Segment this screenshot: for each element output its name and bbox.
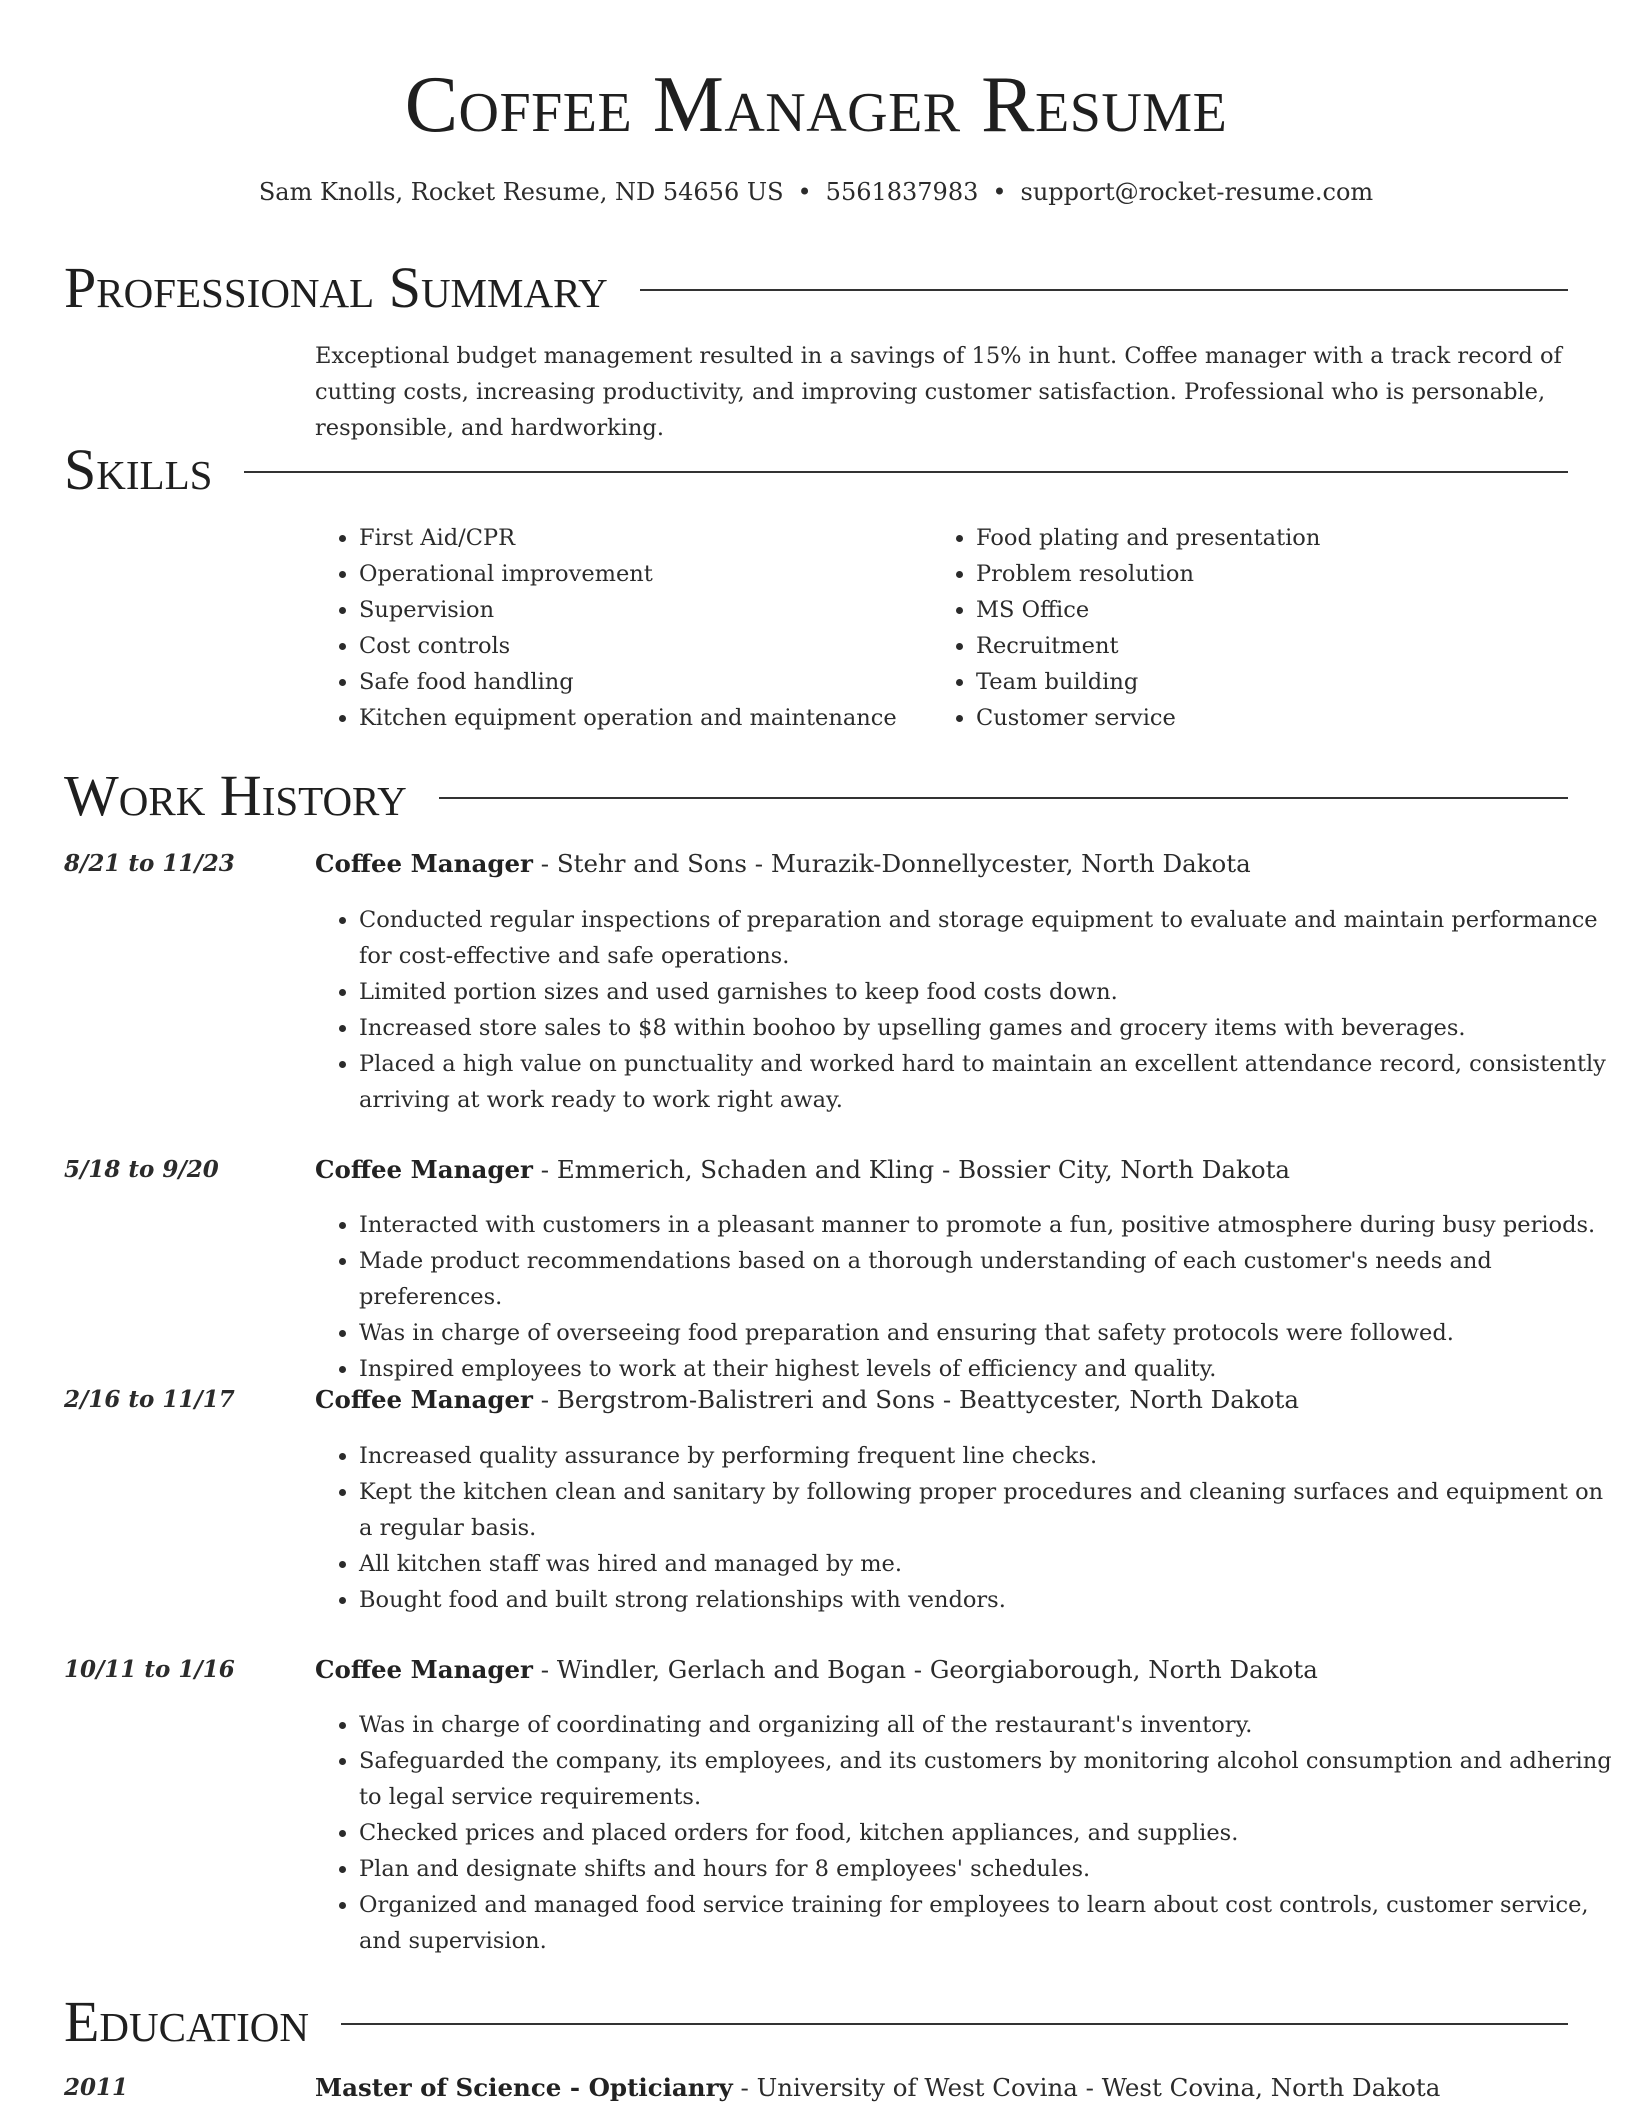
job-bullet: • Conducted regular inspections of preparation and storage equipment to evaluate and maintain performance for cost-effective and safe operations. (359, 902, 1619, 974)
separator-dot: • (992, 178, 1007, 206)
contact-line (0, 175, 1632, 209)
skills-column-left (315, 520, 932, 736)
skills-column-right (932, 520, 1549, 736)
section-divider (244, 471, 1568, 473)
education-degree: Master of Science - Opticianry (315, 2073, 733, 2102)
job-bullet: • Organized and managed food service training for employees to learn about cost controls, customer service, and supervision. (359, 1887, 1619, 1959)
job-bullet: • Limited portion sizes and used garnishes to keep food costs down. (359, 974, 1619, 1010)
contact-email: support@rocket-resume.com (1020, 178, 1374, 206)
skill-item: • First Aid/CPR (359, 520, 932, 556)
section-divider (640, 289, 1568, 291)
contact-phone: 5561837983 (825, 178, 979, 206)
skill-item: • Food plating and presentation (976, 520, 1549, 556)
job-bullets (315, 902, 1619, 1118)
job-dates: 10/11 to 1/16 (64, 1656, 235, 1683)
job-bullets (315, 1707, 1619, 1959)
summary-heading: Professional Summary (64, 255, 608, 320)
skill-item: • Cost controls (359, 628, 932, 664)
job-bullet: • All kitchen staff was hired and managed by me. (359, 1546, 1619, 1582)
work-section-header (64, 764, 1568, 828)
skill-item: • Recruitment (976, 628, 1549, 664)
job-bullets (315, 1207, 1619, 1387)
skill-item: • Team building (976, 664, 1549, 700)
skills-section-header (64, 438, 1568, 502)
summary-section-header (64, 256, 1568, 320)
job-title: Coffee Manager (315, 1155, 533, 1184)
education-section-header (64, 1990, 1568, 2054)
separator-dot: • (797, 178, 812, 206)
skill-item: • Operational improvement (359, 556, 932, 592)
job-dates: 5/18 to 9/20 (64, 1156, 219, 1183)
job-dates: 2/16 to 11/17 (64, 1386, 235, 1413)
job-heading (315, 1382, 1575, 1418)
job-heading (315, 1152, 1575, 1188)
job-details: - Stehr and Sons - Murazik-Donnellycester, North Dakota (532, 849, 1251, 878)
skill-item: • MS Office (976, 592, 1549, 628)
page-title: Coffee Manager Resume (404, 61, 1228, 149)
job-bullet: • Increased store sales to $8 within boohoo by upselling games and grocery items with beverages. (359, 1010, 1619, 1046)
skill-item: • Safe food handling (359, 664, 932, 700)
job-details: - Windler, Gerlach and Bogan - Georgiaborough, North Dakota (532, 1655, 1318, 1684)
job-bullet: • Bought food and built strong relationships with vendors. (359, 1582, 1619, 1618)
job-bullet: • Kept the kitchen clean and sanitary by following proper procedures and cleaning surfaces and equipment on a regular basis. (359, 1474, 1619, 1546)
job-heading (315, 1652, 1575, 1688)
job-bullet: • Was in charge of coordinating and organizing all of the restaurant's inventory. (359, 1707, 1619, 1743)
skill-item: • Problem resolution (976, 556, 1549, 592)
work-heading: Work History (64, 763, 407, 828)
education-heading: Education (64, 1989, 309, 2054)
education-heading-line (315, 2070, 1575, 2106)
section-divider (439, 797, 1568, 799)
skill-item: • Customer service (976, 700, 1549, 736)
skills-list (315, 520, 1575, 736)
job-bullet: • Inspired employees to work at their highest levels of efficiency and quality. (359, 1351, 1619, 1387)
job-bullet: • Increased quality assurance by performing frequent line checks. (359, 1438, 1619, 1474)
job-bullet: • Was in charge of overseeing food preparation and ensuring that safety protocols were followed. (359, 1315, 1619, 1351)
summary-text: Exceptional budget management resulted in a savings of 15% in hunt. Coffee manager with a track record of cutting costs, increasing productivity, and improving customer satisfaction. Professional who is personable, responsible, and hardworking. (315, 343, 1562, 441)
job-bullet: • Plan and designate shifts and hours for 8 employees' schedules. (359, 1851, 1619, 1887)
job-title: Coffee Manager (315, 849, 533, 878)
job-bullet: • Safeguarded the company, its employees, and its customers by monitoring alcohol consumption and adhering to legal service requirements. (359, 1743, 1619, 1815)
job-title: Coffee Manager (315, 1385, 533, 1414)
job-bullet: • Placed a high value on punctuality and worked hard to maintain an excellent attendance record, consistently arriving at work ready to work right away. (359, 1046, 1619, 1118)
job-title: Coffee Manager (315, 1655, 533, 1684)
job-bullet: • Checked prices and placed orders for food, kitchen appliances, and supplies. (359, 1815, 1619, 1851)
job-dates: 8/21 to 11/23 (64, 850, 235, 877)
job-bullet: • Interacted with customers in a pleasant manner to promote a fun, positive atmosphere during busy periods. (359, 1207, 1619, 1243)
education-details: - University of West Covina - West Covina, North Dakota (732, 2073, 1441, 2102)
job-bullet: • Made product recommendations based on a thorough understanding of each customer's needs and preferences. (359, 1243, 1619, 1315)
skill-item: • Supervision (359, 592, 932, 628)
education-year: 2011 (64, 2074, 129, 2101)
skill-item: • Kitchen equipment operation and maintenance (359, 700, 932, 736)
contact-address: Sam Knolls, Rocket Resume, ND 54656 US (258, 178, 784, 206)
job-heading (315, 846, 1575, 882)
job-details: - Bergstrom-Balistreri and Sons - Beattycester, North Dakota (532, 1385, 1299, 1414)
section-divider (341, 2023, 1568, 2025)
job-bullets (315, 1438, 1619, 1618)
skills-heading: Skills (64, 437, 213, 502)
job-details: - Emmerich, Schaden and Kling - Bossier City, North Dakota (532, 1155, 1291, 1184)
